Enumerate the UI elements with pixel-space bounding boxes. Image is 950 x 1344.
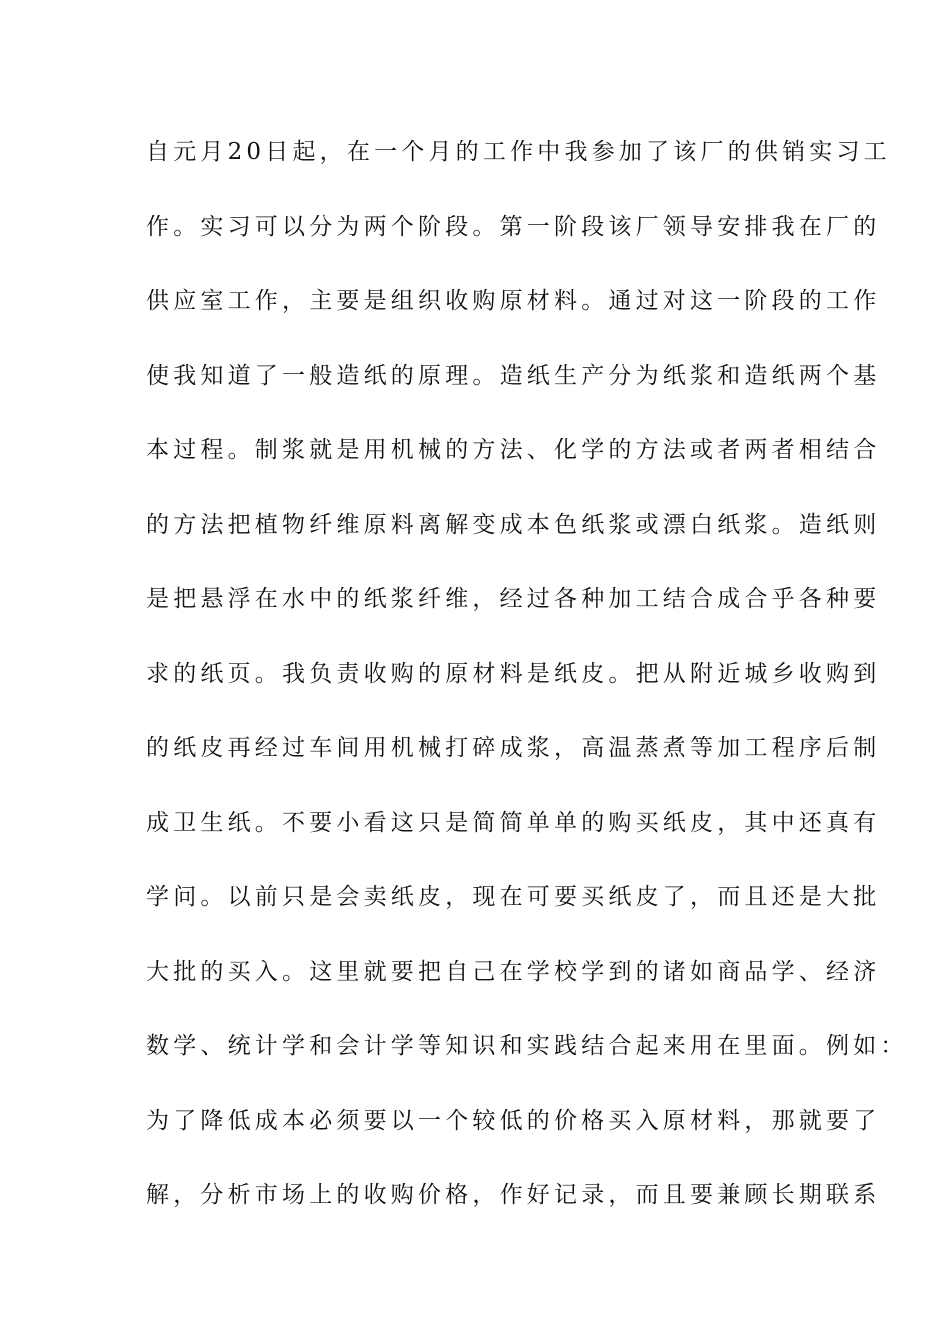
text-line: 供应室工作，主要是组织收购原材料。通过对这一阶段的工作 (146, 288, 881, 314)
text-line: 使我知道了一般造纸的原理。造纸生产分为纸浆和造纸两个基 (146, 362, 881, 389)
text-line: 成卫生纸。不要小看这只是简简单单的购买纸皮，其中还真有 (146, 809, 881, 836)
text-line: 是把悬浮在水中的纸浆纤维，经过各种加工结合成合乎各种要 (146, 586, 881, 612)
text-line: 数学、统计学和会计学等知识和实践结合起来用在里面。例如： (146, 1033, 908, 1059)
text-line: 解，分析市场上的收购价格，作好记录，而且要兼顾长期联系 (146, 1182, 881, 1208)
text-line: 的方法把植物纤维原料离解变成本色纸浆或漂白纸浆。造纸则 (146, 511, 881, 538)
text-line: 作。实习可以分为两个阶段。第一阶段该厂领导安排我在厂的 (146, 213, 881, 240)
text-line: 大批的买入。这里就要把自己在学校学到的诸如商品学、经济 (146, 958, 881, 985)
text-line: 自元月20日起，在一个月的工作中我参加了该厂的供销实习工 (146, 139, 891, 165)
body-text (146, 132, 908, 1250)
text-line: 为了降低成本必须要以一个较低的价格买入原材料，那就要了 (146, 1107, 881, 1134)
text-line: 本过程。制浆就是用机械的方法、化学的方法或者两者相结合 (146, 437, 881, 463)
text-line: 学问。以前只是会卖纸皮，现在可要买纸皮了，而且还是大批 (146, 884, 881, 910)
text-line: 的纸皮再经过车间用机械打碎成浆，高温蒸煮等加工程序后制 (146, 735, 881, 761)
text-line: 求的纸页。我负责收购的原材料是纸皮。把从附近城乡收购到 (146, 660, 881, 687)
